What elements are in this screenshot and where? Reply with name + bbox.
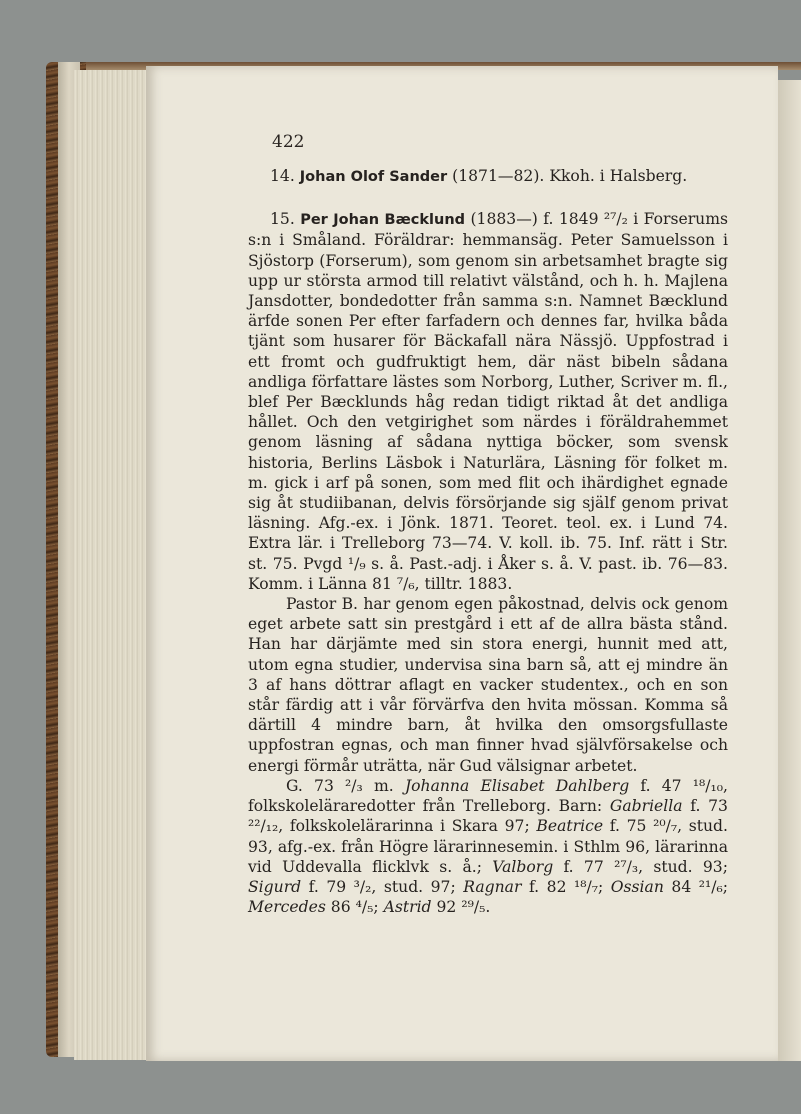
child-info: f. 82 ¹⁸/₇; [528, 877, 604, 896]
facing-page-edge [778, 80, 801, 1061]
child-name: Mercedes [248, 898, 326, 917]
entry-name: Johan Olof Sander [299, 169, 448, 185]
pastor-paragraph: Pastor B. har genom egen påkostnad, delvis ock genom eget arbete satt sin prestgård i ett af de allra bästa stånd. Han har därjämte med sin stora energi, hunnit med att, utom egna studier, undervisa sina barn så, att ej mindre än 3 af hans döttrar aflagt en vacker studentex., och en son står färdig att i vår förvärfva den hvita mössan. Komma så därtill 4 mindre barn, åt hvilka den omsorgsfullaste uppfostran egnas, och man finner hvad självförsakelse och energi förmår uträtta, när Gud välsignar arbetet. [248, 595, 728, 775]
child-name: Sigurd [248, 877, 302, 896]
page-stack [74, 70, 152, 1060]
family-paragraph [248, 776, 728, 917]
child-info: f. 77 ²⁷/₃, stud. 93; [563, 857, 728, 876]
child-name: Ragnar [463, 877, 522, 896]
child-info: f. 73 ²²/₁₂, folkskolelärarinna i Skara 97; [248, 797, 728, 836]
child-name: Gabriella [609, 797, 683, 816]
entry-name: Per Johan Bæcklund [300, 212, 466, 229]
child-name: Beatrice [536, 817, 604, 836]
entry-number: 14. [270, 167, 295, 185]
child-info: 84 ²¹/₆; [671, 877, 729, 896]
marriage-lead: G. 73 ²/₃ m. [286, 776, 394, 795]
child-info: 92 ²⁹/₅. [436, 898, 491, 917]
spacer [248, 187, 728, 209]
child-info: f. 75 ²⁰/₇, stud. 93, afg.-ex. från Högre lärarinnesemin. i Sthlm 96, lärarinna vid Uddevalla flicklvk s. å.; [248, 817, 728, 876]
child-info: f. 79 ³/₂, stud. 97; [308, 877, 456, 896]
child-info: 86 ⁴/₅; [330, 898, 379, 917]
entry-text: (1883—) f. 1849 ²⁷/₂ i Forserums s:n i Småland. Föräldrar: hemmansäg. Peter Samuelsson i Sjöstorp (Forserum), som genom sin arbetsamhet bragte sig upp ur största armod till relativt välstånd, och h. h. Majlena Jansdotter, bondedotter från samma s:n. Namnet Bæcklund ärfde sonen Per efter farfadern och dennes far, hvilka båda tjänt som husarer för Bäckafall nära Nässjö. Uppfostrad i ett fromt och gudfruktigt hem, där näst bibeln sådana andliga författare lästes som Norborg, Luther, Scriver m. fl., blef Per Bæcklunds håg redan tidigt riktad åt det andliga hållet. Och den vetgirighet som närdes i föräldrahemmet genom läsning af sådana nyttiga böcker, som svensk historia, Berlins Läsbok i Naturlära, Läsning för folket m. m. gick i arf på sonen, som med flit och ihärdighet egnade sig åt studiibanan, delvis försörjande sig själf genom privat läsning. Afg.-ex. i Jönk. 1871. Teoret. teol. ex. i Lund 74. Extra lär. i Trelleborg 73—74. V. koll. ib. 75. Inf. rätt i Str. st. 75. Pvgd ¹/₉ s. å. Past.-adj. i Åker s. å. V. past. ib. 76—83. Komm. i Länna 81 ⁷/₆, tilltr. 1883. [248, 210, 728, 593]
wife-name: Johanna Elisabet Dahlberg [404, 776, 630, 795]
entry-14 [248, 166, 728, 187]
page-number: 422 [272, 132, 305, 152]
wife-info: f. 47 ¹⁸/₁₀, folkskoleläraredotter från Trelleborg. Barn: [248, 776, 728, 816]
entry-number: 15. [270, 210, 295, 229]
child-name: Ossian [610, 877, 664, 896]
child-name: Valborg [492, 857, 554, 876]
page-text [248, 166, 728, 917]
entry-15 [248, 209, 728, 594]
child-name: Astrid [383, 898, 432, 917]
entry-text: (1871—82). Kkoh. i Halsberg. [452, 167, 688, 185]
